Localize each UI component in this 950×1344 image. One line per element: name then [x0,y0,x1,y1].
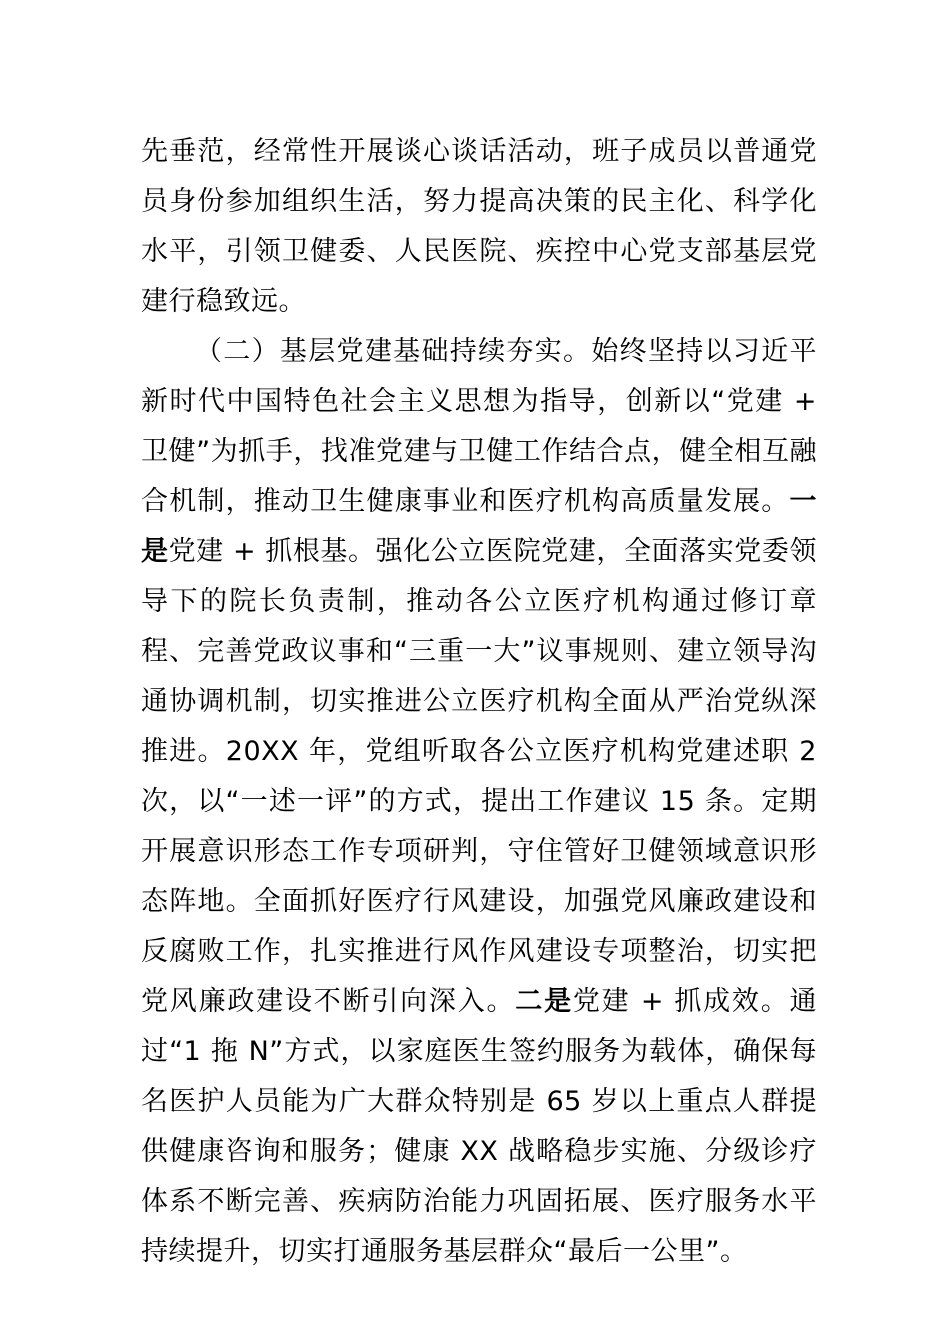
paragraph-section-two [141,327,817,1277]
text-run: 党建 + 抓成效。通过“1 拖 N”方式，以家庭医生签约服务为载体，确保每名医护人员能为广大群众特别是 65 岁以上重点人群提供健康咨询和服务；健康 XX 战略稳步实施、分级诊疗体系不断完善、疾病防治能力巩固拓展、医疗服务水平持续提升，切实打通服务基层群众“最后一公里”。 [141,986,818,1267]
bold-text-run: 二是 [515,986,573,1017]
paragraph-continuation [141,127,817,327]
text-run: 先垂范，经常性开展谈心谈话活动，班子成员以普通党员身份参加组织生活，努力提高决策的民主化、科学化水平，引领卫健委、人民医院、疾控中心党支部基层党建行稳致远。 [141,136,817,317]
bold-text-run: 一是 [141,486,817,567]
text-run: 党建 + 抓根基。强化公立医院党建，全面落实党委领导下的院长负责制，推动各公立医疗机构通过修订章程、完善党政议事和“三重一大”议事规则、建立领导沟通协调机制，切实推进公立医疗机构全面从严治党纵深推进。20XX 年，党组听取各公立医疗机构党建述职 2 次，以“一述一评”的方式，提出工作建议 15 条。定期开展意识形态工作专项研判，守住管好卫健领域意识形态阵地。全面抓好医疗行风建设，加强党风廉政建设和反腐败工作，扎实推进行风作风建设专项整治，切实把党风廉政建设不断引向深入。 [141,536,817,1017]
document-body [141,127,817,1277]
text-run: （二）基层党建基础持续夯实。始终坚持以习近平新时代中国特色社会主义思想为指导，创新以“党建 + 卫健”为抓手，找准党建与卫健工作结合点，健全相互融合机制，推动卫生健康事业和医疗机构高质量发展。 [141,336,817,517]
